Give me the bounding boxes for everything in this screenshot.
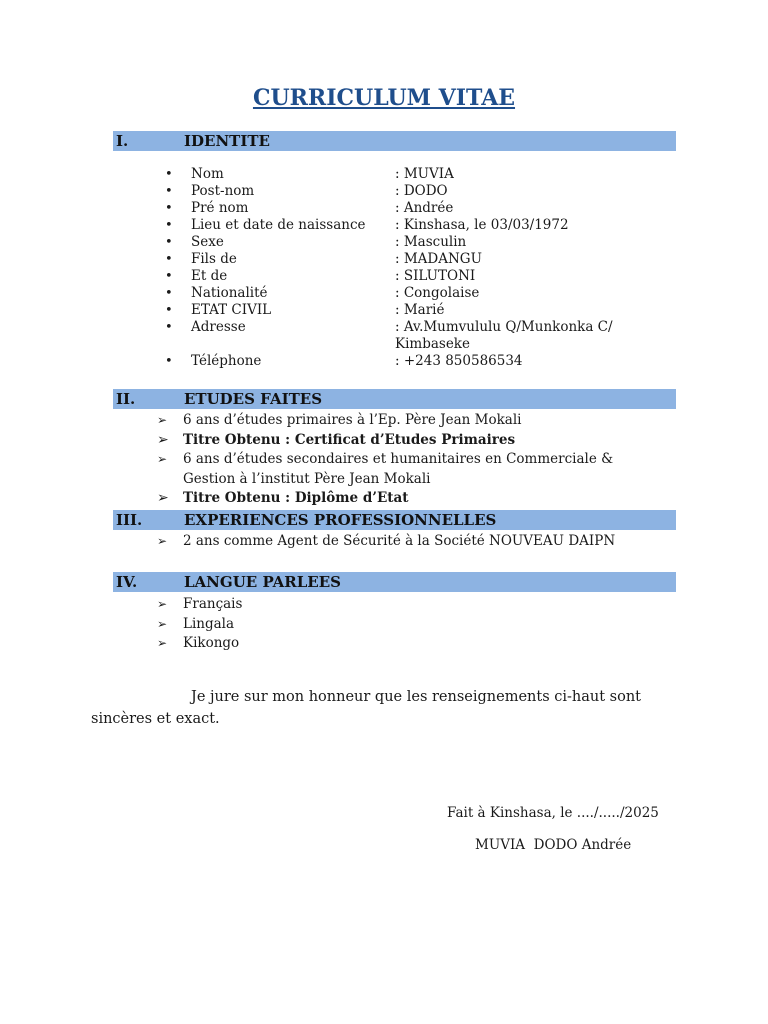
list-item xyxy=(157,411,667,431)
arrow-bullet-icon: ➢ xyxy=(157,636,168,650)
identity-label: Téléphone xyxy=(191,353,262,369)
bullet-icon: • xyxy=(165,252,173,267)
identity-row-etat-civil xyxy=(165,302,635,319)
list-item-text: Français xyxy=(183,596,243,612)
identity-row-post-nom xyxy=(165,183,635,200)
list-item xyxy=(157,489,667,509)
identity-row-telephone xyxy=(165,353,635,370)
identity-label: Lieu et date de naissance xyxy=(191,217,366,233)
bullet-icon: • xyxy=(165,303,173,318)
bullet-icon: • xyxy=(165,201,173,216)
section-number: III. xyxy=(116,511,143,529)
identity-value: : MADANGU xyxy=(395,251,482,267)
identity-label: Sexe xyxy=(191,234,224,250)
identity-value: : Congolaise xyxy=(395,285,480,301)
document-title: CURRICULUM VITAE xyxy=(252,85,516,111)
arrow-bullet-icon: ➢ xyxy=(157,413,168,427)
identity-row-prenom xyxy=(165,200,635,217)
bullet-icon: • xyxy=(165,320,173,335)
identity-label: Nationalité xyxy=(191,285,268,301)
bullet-icon: • xyxy=(165,286,173,301)
identity-label: ETAT CIVIL xyxy=(191,302,272,318)
section-title: IDENTITE xyxy=(184,132,270,150)
identity-value: : Av.Mumvululu Q/Munkonka C/ Kimbaseke xyxy=(395,319,613,352)
section-header-etudes xyxy=(113,389,676,409)
section-number: IV. xyxy=(116,573,138,591)
place-date: Fait à Kinshasa, le ..../...../2025 xyxy=(447,805,659,821)
list-item xyxy=(157,532,667,552)
identity-row-nationalite xyxy=(165,285,635,302)
identity-label: Post-nom xyxy=(191,183,255,199)
signature-name: MUVIA DODO Andrée xyxy=(475,837,632,853)
identity-row-sexe xyxy=(165,234,635,251)
arrow-bullet-icon: ➢ xyxy=(157,597,168,611)
arrow-bullet-icon: ➢ xyxy=(157,431,169,448)
list-item-text: 2 ans comme Agent de Sécurité à la Société NOUVEAU DAIPN xyxy=(183,533,616,549)
bullet-icon: • xyxy=(165,235,173,250)
arrow-bullet-icon: ➢ xyxy=(157,616,168,631)
section-number: II. xyxy=(116,390,136,408)
list-item xyxy=(157,615,667,635)
identity-list xyxy=(165,166,635,370)
identity-row-adresse xyxy=(165,319,635,353)
list-item xyxy=(157,634,667,654)
identity-label: Et de xyxy=(191,268,228,284)
identity-value: : Marié xyxy=(395,302,445,318)
bullet-icon: • xyxy=(165,269,173,284)
section-number: I. xyxy=(116,132,129,150)
identity-row-nom xyxy=(165,166,635,183)
etudes-list xyxy=(157,411,667,509)
arrow-bullet-icon: ➢ xyxy=(157,452,168,466)
langues-list xyxy=(157,595,667,654)
experiences-list xyxy=(157,532,667,552)
section-title: EXPERIENCES PROFESSIONNELLES xyxy=(184,511,497,529)
identity-label: Nom xyxy=(191,166,224,182)
list-item xyxy=(157,450,667,489)
bullet-icon: • xyxy=(165,218,173,233)
list-item xyxy=(157,595,667,615)
section-header-identite xyxy=(113,131,676,151)
identity-label: Adresse xyxy=(191,319,246,335)
identity-value: : Masculin xyxy=(395,234,467,250)
list-item-text: Titre Obtenu : Certificat d’Etudes Primaires xyxy=(183,431,516,448)
identity-value: : SILUTONI xyxy=(395,268,476,284)
identity-value: : MUVIA xyxy=(395,166,454,182)
arrow-bullet-icon: ➢ xyxy=(157,534,168,548)
identity-row-fils-de xyxy=(165,251,635,268)
identity-label: Fils de xyxy=(191,251,237,267)
section-header-langues xyxy=(113,572,676,592)
list-item-text: Lingala xyxy=(183,615,235,632)
identity-value: : Kinshasa, le 03/03/1972 xyxy=(395,217,569,233)
list-item xyxy=(157,431,667,451)
list-item-text: 6 ans d’études primaires à l’Ep. Père Jean Mokali xyxy=(183,412,522,428)
identity-row-naissance xyxy=(165,217,635,234)
identity-value: : Andrée xyxy=(395,200,454,216)
attestation-paragraph: Je jure sur mon honneur que les renseignements ci-haut sont sincères et exact. xyxy=(91,689,642,727)
identity-label: Pré nom xyxy=(191,200,249,216)
section-title: LANGUE PARLEES xyxy=(184,573,341,591)
identity-value: : DODO xyxy=(395,183,448,199)
bullet-icon: • xyxy=(165,184,173,199)
section-header-experiences xyxy=(113,510,676,530)
arrow-bullet-icon: ➢ xyxy=(157,490,169,506)
list-item-text: Titre Obtenu : Diplôme d’Etat xyxy=(183,490,409,506)
identity-row-et-de xyxy=(165,268,635,285)
bullet-icon: • xyxy=(165,354,173,369)
list-item-text: Kikongo xyxy=(183,635,240,651)
section-title: ETUDES FAITES xyxy=(184,390,323,408)
identity-value: : +243 850586534 xyxy=(395,353,523,369)
list-item-text: 6 ans d’études secondaires et humanitaires en Commerciale & Gestion à l’institut Père Jean Mokali xyxy=(183,451,614,487)
bullet-icon: • xyxy=(165,167,173,182)
